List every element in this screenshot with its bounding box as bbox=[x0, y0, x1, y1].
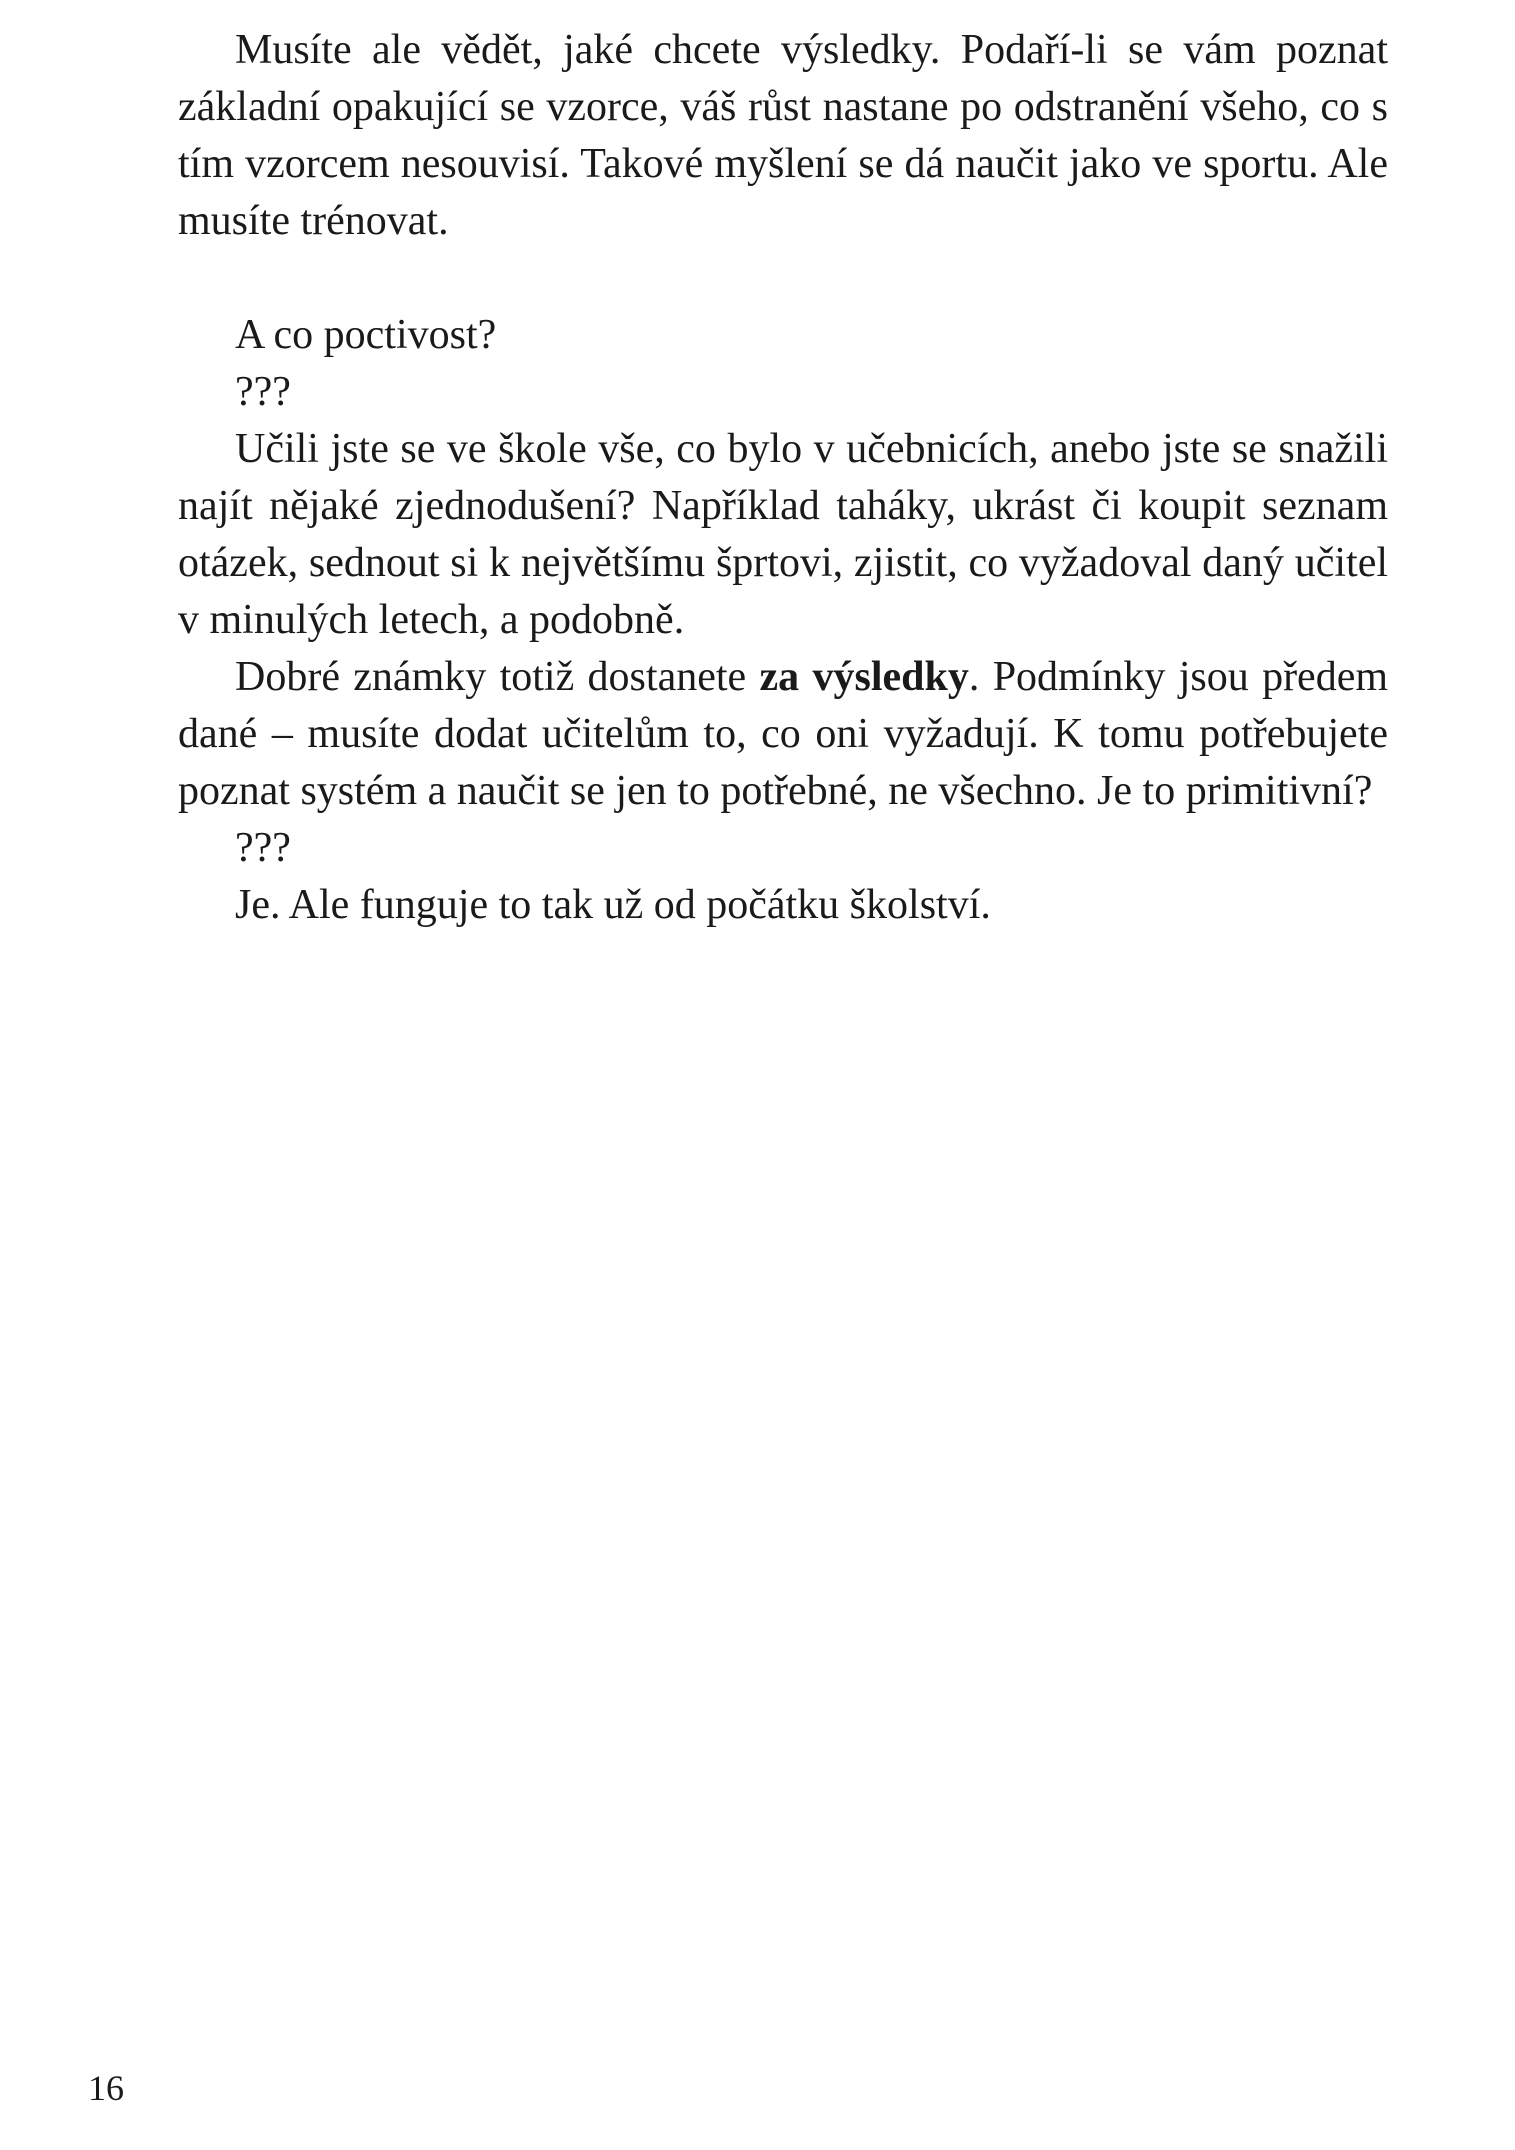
paragraph-marks-2: ??? bbox=[235, 825, 291, 871]
paragraph-school: Učili jste se ve škole vše, co bylo v učebnicích, anebo jste se snažili najít nějaké zjednodušení? Například taháky, ukrást či koupit seznam otázek, sednout si k největšímu šprtovi, zjistit, co vyžadoval daný učitel v minulých letech, a podobně. bbox=[178, 426, 1388, 643]
page-body bbox=[178, 22, 1388, 934]
paragraph-marks-1: ??? bbox=[235, 369, 291, 415]
paragraph-grades-before: Dobré známky totiž dostanete bbox=[235, 654, 760, 700]
bold-phrase: za výsledky bbox=[759, 654, 969, 700]
paragraph-results: Musíte ale vědět, jaké chcete výsledky. Podaří-li se vám poznat základní opakující se vzorce, váš růst nastane po odstranění všeho, co s tím vzorcem nesouvisí. Takové myšlení se dá naučit jako ve sportu. Ale musíte trénovat. bbox=[178, 27, 1388, 244]
paragraph-grades-after: . Podmínky jsou předem dané – musíte dodat učitelům to, co oni vyžadují. K tomu potřebujete poznat systém a naučit se jen to potřebné, ne všechno. Je to primitivní? bbox=[178, 654, 1389, 814]
paragraph-grades bbox=[178, 649, 1388, 820]
paragraph-spacer bbox=[178, 250, 1388, 307]
paragraph-answer: Je. Ale funguje to tak už od počátku školství. bbox=[235, 882, 991, 928]
paragraph-question: A co poctivost? bbox=[235, 312, 497, 358]
page-number: 16 bbox=[88, 2068, 124, 2108]
